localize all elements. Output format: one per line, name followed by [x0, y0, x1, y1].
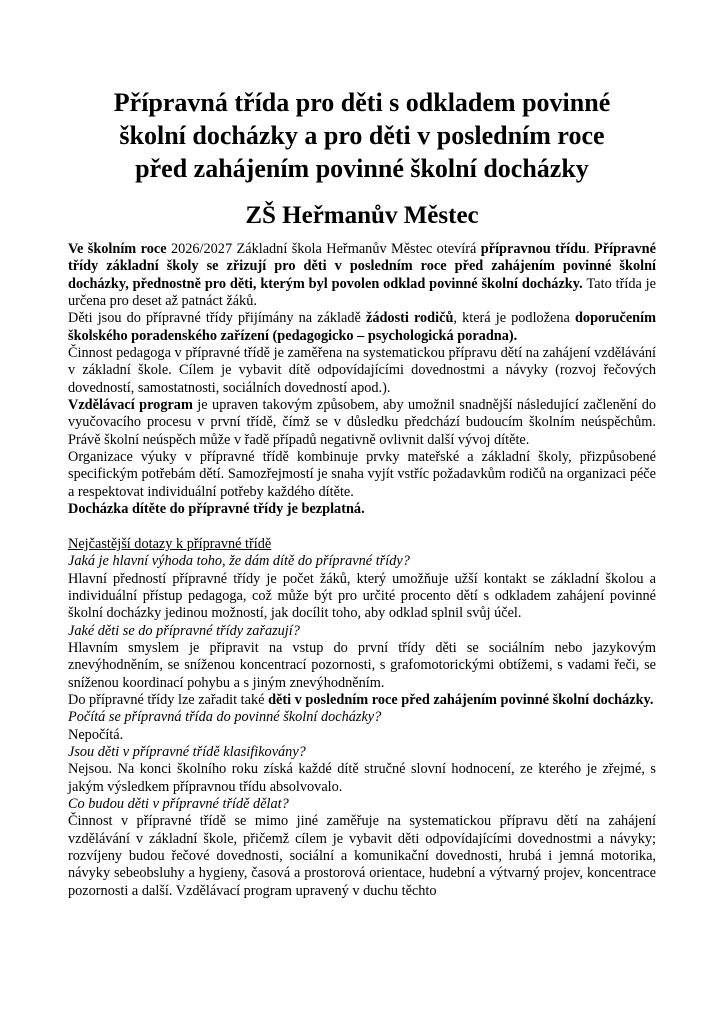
text-run: Hlavním smyslem je připravit na vstup do první třídy děti se sociálním nebo jazykovým znevýhodněním, se sníženou koncentrací pozornosti, s grafomotorickými obtížemi, s vadami řeči, se sníženou koordinací pohybu a s jiným znevýhodněním.: [68, 639, 656, 691]
text-run: Organizace výuky v přípravné třídě kombinuje prvky mateřské a základní školy, přizpůsobené specifickým potřebám dětí. Samozřejmostí je snaha vyjít vstříc požadavkům rodičů na organizaci péče a respektovat individuální potřeby každého dítěte.: [68, 449, 656, 500]
text-run: Vzdělávací program: [68, 397, 193, 414]
text-run: přípravnou třídu: [480, 241, 587, 257]
text-run: Tato třída je určena pro deset až patnáct žáků.: [68, 275, 656, 310]
document-subtitle: ZŠ Heřmanův Městec: [245, 202, 479, 229]
document-title-line: před zahájením povinné školní docházky: [135, 154, 589, 183]
text-run: , která je podložena: [453, 310, 575, 327]
paragraph: [68, 727, 656, 744]
faq-question: [68, 709, 656, 726]
text-run: Nepočítá.: [68, 726, 124, 743]
paragraph: [68, 813, 656, 900]
text-run: Činnost pedagoga v přípravné třídě je zaměřena na systematickou přípravu dětí na zahájení vzdělávání v základní škole. Cílem je vybavit dítě odpovídajícími dovednostmi a návyky (rozvoj řečových dovedností, samostatnosti, sociálních dovedností apod.).: [68, 345, 656, 396]
document-body: [68, 241, 656, 900]
paragraph: [68, 501, 656, 518]
text-run: Počítá se přípravná třída do povinné školní docházky?: [68, 709, 382, 726]
text-run: Do přípravné třídy lze zařadit také: [68, 691, 269, 708]
text-run: Ve školním roce: [68, 241, 171, 257]
paragraph: [68, 449, 656, 501]
faq-question: [68, 744, 656, 761]
text-run: Jaké děti se do přípravné třídy zařazují?: [68, 622, 300, 639]
paragraph: [68, 571, 656, 623]
text-run: .: [586, 241, 595, 257]
faq-question: [68, 796, 656, 813]
text-run: Nejčastější dotazy k přípravné třídě: [68, 535, 272, 552]
document-title: [68, 86, 656, 185]
section-heading: [68, 536, 656, 553]
text-run: žádosti rodičů: [365, 310, 454, 327]
text-run: Činnost v přípravné třídě se mimo jiné zaměřuje na systematickou přípravu dětí na zahájení vzdělávání v základní škole, přičemž cílem je vybavit děti odpovídajícími dovednostmi a návyky; rozvíjeny budou řečové dovednosti, sociální a komunikační dovednosti, hrubá i jemná motorika, návyky sebeobsluhy a hygieny, časová a prostorová orientace, hudební a výtvarný projev, koncentrace pozornosti a další. Vzdělávací program upravený v duchu těchto: [68, 813, 656, 899]
paragraph: [68, 397, 656, 449]
text-run: je upraven takovým způsobem, aby umožnil snadnější následující začlenění do vyučovacího procesu v první třídě, čímž se v důsledku předchází budoucím školním neúspěchům. Právě školní neúspěch může v řadě případů negativně ovlivnit další vývoj dítěte.: [68, 397, 656, 448]
paragraph: [68, 761, 656, 796]
text-run: doporučením školského poradenského zařízení (pedagogicko – psychologická poradna).: [68, 310, 657, 344]
document-title-line: školní docházky a pro děti v posledním roce: [119, 121, 605, 150]
text-run: Nejsou. Na konci školního roku získá každé dítě stručné slovní hodnocení, ze kterého je zřejmé, s jakým výsledkem přípravnou třídu absolvovalo.: [68, 761, 656, 795]
paragraph: [68, 692, 656, 709]
text-run: Přípravné třídy základní školy se zřizují pro děti v posledním roce před zahájením povinné školní docházky, přednostně pro děti, kterým byl povolen odklad povinné školní docházky.: [68, 241, 656, 292]
document-title-line: Přípravná třída pro děti s odkladem povinné: [113, 88, 611, 117]
text-run: Hlavní předností přípravné třídy je počet žáků, který umožňuje užší kontakt se základní školou a individuální přístup pedagoga, což může být pro určité procento dětí s odkladem zahájení povinné školní docházky jedinou možností, jak docílit toho, aby odklad splnil svůj účel.: [68, 570, 656, 622]
text-run: Jaká je hlavní výhoda toho, že dám dítě do přípravné třídy?: [68, 553, 410, 570]
text-run: 2026/2027 Základní škola Heřmanův Městec otevírá: [170, 241, 481, 257]
faq-question: [68, 553, 656, 570]
text-run: Docházka dítěte do přípravné třídy je bezplatná.: [68, 501, 365, 518]
paragraph: [68, 310, 656, 345]
faq-question: [68, 623, 656, 640]
text-run: Co budou děti v přípravné třídě dělat?: [68, 796, 289, 812]
text-run: Děti jsou do přípravné třídy přijímány na základě: [68, 310, 366, 327]
text-run: Jsou děti v přípravné třídě klasifikovány?: [68, 743, 306, 760]
paragraph: [68, 640, 656, 692]
text-run: děti v posledním roce před zahájením povinné školní docházky.: [268, 691, 654, 708]
paragraph: [68, 241, 656, 310]
paragraph: [68, 345, 656, 397]
